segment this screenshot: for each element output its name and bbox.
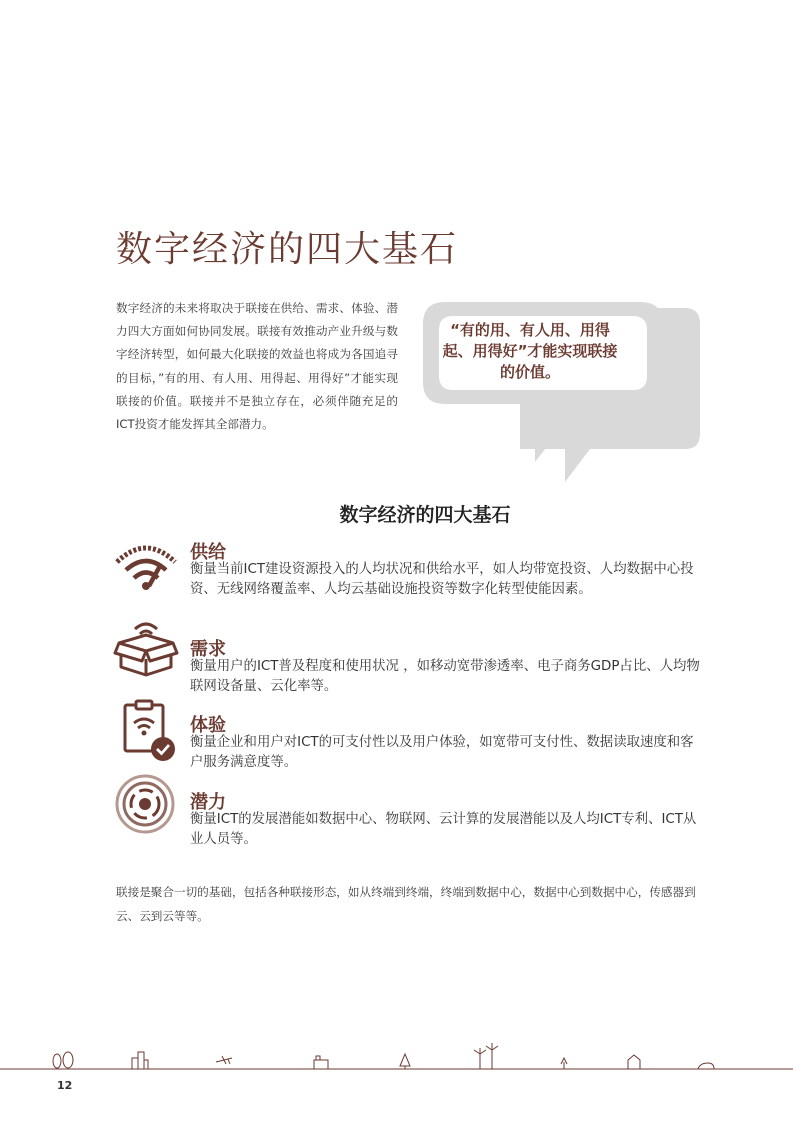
closing-paragraph: 联接是聚合一切的基础，包括各种联接形态，如从终端到终端，终端到数据中心，数据中心到数据中心，传感器到云、云到云等等。: [116, 885, 696, 923]
clipboard-check-icon: [119, 699, 185, 763]
box-wifi-icon: [113, 615, 179, 679]
intro-paragraph: 数字经济的未来将取决于联接在供给、需求、体验、潜力四大方面如何协同发展。联接有效推动产业升级与数字经济转型，如何最大化联接的效益也将成为各国追寻的目标，”有的用、有人用、用得起、用得好”才能实现联接的价值。联接并不是独立存在，必须伴随充足的ICT投资才能发挥其全部潜力。: [116, 301, 398, 432]
pillar-title: 需求: [190, 639, 226, 660]
page-number: 12: [57, 1079, 73, 1092]
page-title: 数字经济的四大基石: [116, 229, 459, 270]
footer-skyline-illustration: [0, 1040, 793, 1074]
pull-quote: “有的用、有人用、用得起、用得好”才能实现联接的价值。: [442, 321, 618, 381]
pillar-description: 衡量ICT的发展潜能如数据中心、物联网、云计算的发展潜能以及人均ICT专利、ICT从业人员等。: [190, 812, 697, 847]
pillar-title: 体验: [190, 715, 226, 736]
pillar-title: 潜力: [190, 792, 226, 813]
section-title: 数字经济的四大基石: [339, 504, 511, 526]
signal-rings-icon: [113, 772, 179, 838]
gauge-wifi-icon: [113, 540, 179, 594]
pillar-description: 衡量当前ICT建设资源投入的人均状况和供给水平，如人均带宽投资、人均数据中心投资、无线网络覆盖率、人均云基础设施投资等数字化转型使能因素。: [190, 562, 694, 597]
pillar-description: 衡量用户的ICT普及程度和使用状况 ，如移动宽带渗透率、电子商务GDP占比、人均物联网设备量、云化率等。: [190, 659, 700, 694]
pillar-title: 供给: [190, 542, 226, 563]
pillar-description: 衡量企业和用户对ICT的可支付性以及用户体验，如宽带可支付性、数据读取速度和客户服务满意度等。: [190, 735, 694, 770]
